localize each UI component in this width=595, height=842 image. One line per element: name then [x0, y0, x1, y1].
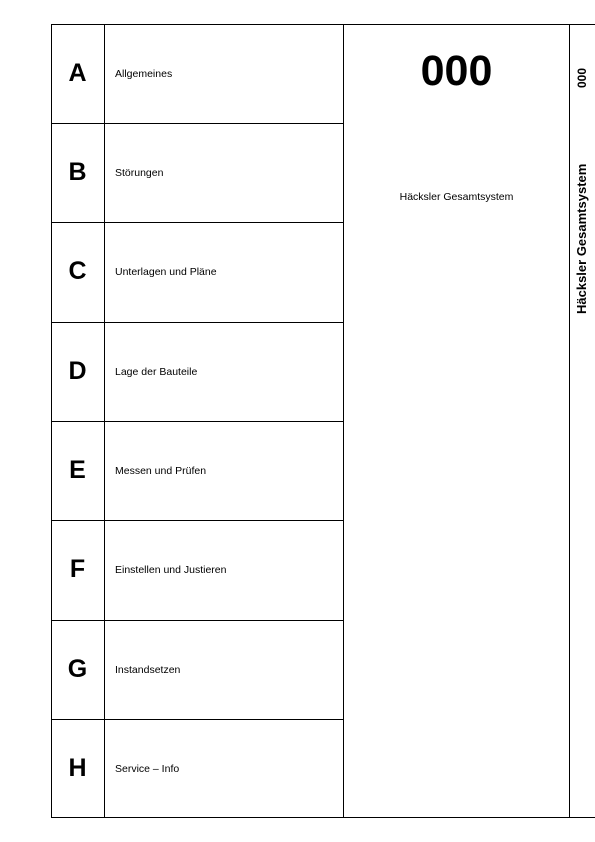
section-list: [51, 24, 343, 818]
section-letter: D: [68, 357, 87, 385]
section-label: Unterlagen und Pläne: [115, 265, 217, 278]
section-row-e[interactable]: [51, 421, 343, 520]
section-letter: B: [68, 158, 87, 186]
register-sheet: [51, 24, 595, 818]
section-letter: H: [68, 754, 87, 782]
section-letter: A: [68, 59, 87, 87]
section-row-c[interactable]: [51, 222, 343, 321]
section-label: Messen und Prüfen: [115, 464, 207, 477]
section-letter: G: [67, 655, 88, 683]
section-row-b[interactable]: [51, 123, 343, 222]
section-label: Instandsetzen: [115, 663, 181, 676]
section-row-h[interactable]: [51, 719, 343, 818]
section-label: Allgemeines: [115, 67, 173, 80]
section-label: Einstellen und Justieren: [115, 563, 227, 576]
section-letter: C: [68, 257, 87, 285]
spine-title: Häcksler Gesamtsystem: [574, 163, 589, 314]
spine-tab: [570, 24, 595, 818]
section-row-g[interactable]: [51, 620, 343, 719]
section-label: Störungen: [115, 166, 164, 179]
section-letter: F: [69, 555, 86, 583]
section-label: Lage der Bauteile: [115, 365, 198, 378]
section-column-divider: [343, 24, 344, 818]
spine-number: 000: [575, 67, 589, 88]
group-number: 000: [420, 47, 493, 95]
group-title: Häcksler Gesamtsystem: [399, 191, 514, 203]
section-label: Service – Info: [115, 762, 180, 775]
section-row-d[interactable]: [51, 322, 343, 421]
section-row-a[interactable]: [51, 24, 343, 123]
section-letter: E: [69, 456, 86, 484]
section-row-f[interactable]: [51, 520, 343, 619]
